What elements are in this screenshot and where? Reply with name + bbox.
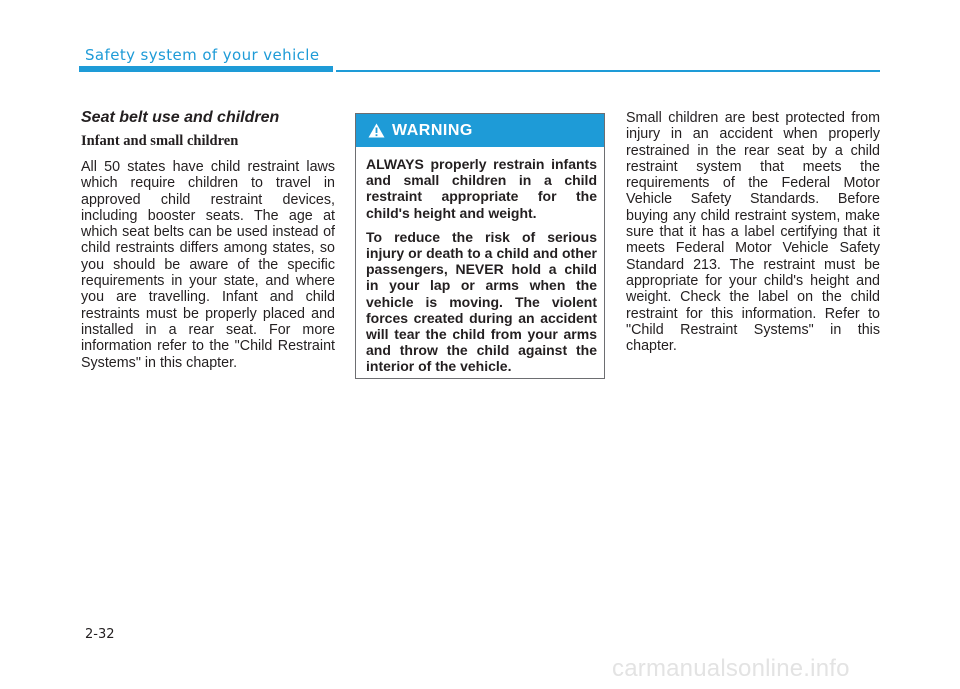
header-rule	[336, 70, 880, 72]
section-heading: Seat belt use and children	[81, 109, 280, 126]
left-column	[81, 109, 335, 371]
watermark: carmanualsonline.info	[612, 655, 850, 682]
page-number: 2-32	[85, 627, 115, 642]
warning-paragraph: To reduce the risk of serious injury or death to a child and other passengers, NEVER hold a child in your lap or arms when the vehicle is moving. The violent forces created during an accident will tear the child from your arms and throw the child against the interior of the vehicle.	[366, 228, 597, 375]
warning-label: WARNING	[392, 121, 473, 139]
header-title: Safety system of your vehicle	[85, 46, 320, 64]
right-column	[626, 110, 880, 354]
warning-body	[356, 147, 604, 375]
warning-box	[355, 113, 605, 379]
sub-heading: Infant and small children	[81, 133, 239, 149]
warning-triangle-icon	[368, 123, 385, 138]
warning-paragraph: ALWAYS properly restrain infants and small children in a child restraint appropriate for the child's height and weight.	[366, 156, 597, 221]
warning-header	[356, 114, 604, 147]
header-accent-bar	[79, 66, 333, 72]
left-paragraph: All 50 states have child restraint laws which require children to travel in approved child restraint devices, including booster seats. The age at which seat belts can be used instead of child restraints differs among states, so you should be aware of the specific requirements in your state, and where you are travelling. Infant and child restraints must be properly placed and installed in a rear seat. For more information refer to the "Child Restraint Systems" in this chapter.	[81, 159, 335, 371]
right-paragraph: Small children are best protected from injury in an accident when properly restrained in the rear seat by a child restraint system that meets the requirements of the Federal Motor Vehicle Safety Standards. Before buying any child restraint system, make sure that it has a label certifying that it meets Federal Motor Vehicle Safety Standard 213. The restraint must be appropriate for your child's height and weight. Check the label on the child restraint for this information. Refer to "Child Restraint Systems" in this chapter.	[626, 110, 880, 355]
